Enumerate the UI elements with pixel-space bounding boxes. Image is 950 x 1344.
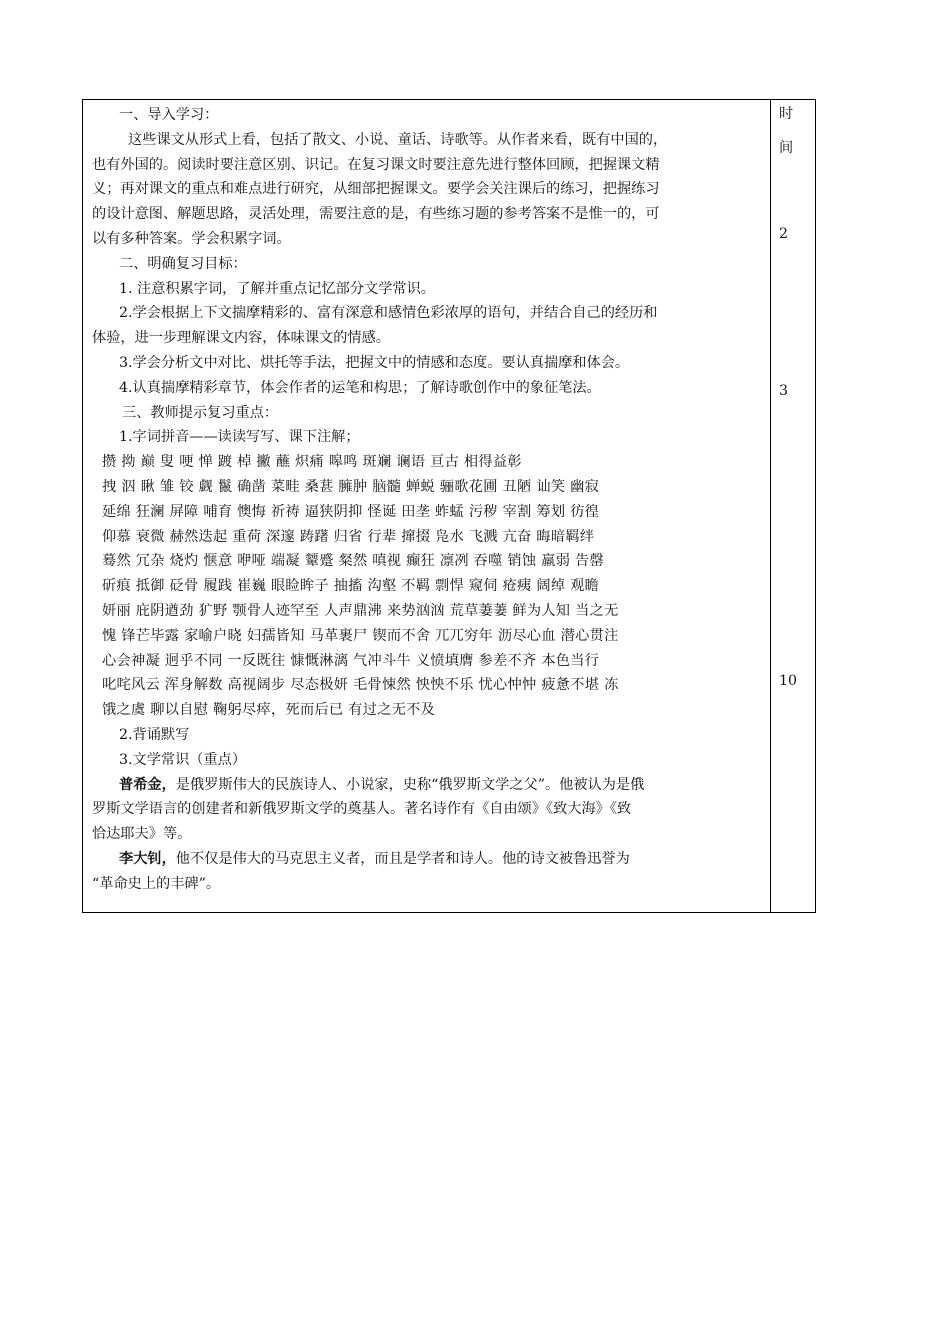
pushkin-line: 恰达耶夫》等。	[92, 826, 192, 843]
section1-line: 以有多种答案。学会积累字词。	[92, 230, 291, 247]
word-line: 愧 锋芒毕露 家喻户晓 妇孺皆知 马革裹尸 锲而不舍 兀兀穷年 沥尽心血 潜心贯注	[102, 627, 619, 644]
li-dazhao-line: “革命史上的丰碑”。	[92, 875, 221, 892]
section3-heading: 三、教师提示复习重点：	[122, 404, 279, 421]
section1-heading: 一、导入学习：	[119, 107, 219, 123]
word-line: 叱咤风云 浑身解数 高视阔步 尽态极妍 毛骨悚然 怏怏不乐 忧心忡忡 疲惫不堪 冻	[102, 677, 619, 694]
word-line: 攒 拗 巅 叟 哽 惮 踱 棹 撇 蘸 炽痛 嗥鸣 斑斓 谰语 亘古 相得益彰	[102, 454, 522, 471]
section2-line: 4.认真揣摩精彩章节，体会作者的运笔和构思；了解诗歌创作中的象征笔法。	[119, 379, 601, 396]
section3-item3: 3.文学常识（重点）	[119, 751, 247, 768]
pushkin-line: 罗斯文学语言的创建者和新俄罗斯文学的奠基人。著名诗作有《自由颂》《致大海》《致	[92, 801, 632, 818]
pushkin-text: 是俄罗斯伟大的民族诗人、小说家，史称“俄罗斯文学之父”。他被认为是俄	[175, 776, 645, 793]
section2-heading: 二、明确复习目标：	[119, 255, 247, 272]
word-line: 心会神凝 迥乎不同 一反既往 慷慨淋漓 气冲斗牛 义愤填膺 参差不齐 本色当行	[102, 652, 600, 669]
section2-line: 体验，进一步理解课文内容，体味课文的情感。	[92, 330, 390, 347]
li-dazhao-paragraph	[119, 847, 762, 872]
section2-line: 2.学会根据上下文揣摩精彩的、富有深意和感情色彩浓厚的语句，并结合自己的经历和	[119, 305, 658, 322]
lesson-table	[82, 99, 816, 913]
pushkin-paragraph	[119, 773, 762, 798]
time-column	[771, 100, 815, 912]
content-cell	[83, 100, 771, 912]
lesson-content	[83, 100, 770, 897]
time-value: 10	[779, 673, 798, 689]
word-line: 延绵 狂澜 屏障 哺育 懊悔 祈祷 逼狭阴抑 怪诞 田垄 蚱蜢 污秽 宰割 筹划 彷徨	[102, 503, 600, 520]
word-line: 仰慕 衰微 赫然迭起 重荷 深邃 踌躇 归省 行辈 撺掇 凫水 飞溅 亢奋 晦暗羁绊	[102, 528, 595, 545]
pushkin-name: 普希金，	[119, 776, 176, 793]
section2-line: 3.学会分析文中对比、烘托等手法，把握文中的情感和态度。要认真揣摩和体会。	[119, 354, 630, 371]
word-line: 蓦然 冗杂 烧灼 惬意 咿哑 端凝 颦蹙 粲然 嗔视 癫狂 凛冽 吞噬 销蚀 羸弱 告罄	[102, 553, 604, 570]
word-line: 拽 泅 瞅 雏 铰 觑 鬣 确凿 菜畦 桑葚 臃肿 脑髓 蝉蜕 骊歌花圃 丑陋 讪笑 幽寂	[102, 478, 600, 495]
section1-line: 也有外国的。阅读时要注意区别、识记。在复习课文时要注意先进行整体回顾，把握课文精	[92, 156, 660, 173]
time-value: 2	[779, 226, 789, 242]
section3-item1: 1.字词拼音——读读写写、课下注解；	[119, 429, 360, 446]
li-dazhao-name: 李大钊，	[119, 850, 176, 867]
time-label-bottom: 间	[779, 140, 794, 156]
section1-line: 这些课文从形式上看，包括了散文、小说、童话、诗歌等。从作者来看，既有中国的，	[128, 131, 668, 148]
section3-item2: 2.背诵默写	[119, 726, 190, 743]
section1-line: 义；再对课文的重点和难点进行研究，从细部把握课文。要学会关注课后的练习，把握练习	[92, 181, 660, 198]
word-line: 饿之虞 聊以自慰 鞠躬尽瘁，死而后已 有过之无不及	[102, 702, 436, 719]
li-dazhao-text: 他不仅是伟大的马克思主义者，而且是学者和诗人。他的诗文被鲁迅誉为	[175, 850, 630, 867]
word-line: 斫痕 抵御 砭骨 履践 崔巍 眼睑眸子 抽搐 沟壑 不羁 剽悍 窥伺 疮痍 阔绰 观瞻	[102, 578, 600, 595]
word-list	[102, 450, 762, 723]
section1-line: 的设计意图、解题思路，灵活处理，需要注意的是，有些练习题的参考答案不是惟一的，可	[92, 206, 660, 223]
time-label-top: 时	[779, 106, 794, 122]
word-line: 妍丽 庇阴遒劲 犷野 颚骨人迹罕至 人声鼎沸 来势汹汹 荒草萋萋 鲜为人知 当之无	[102, 602, 619, 619]
time-value: 3	[779, 383, 789, 399]
section2-line: 1. 注意积累字词，了解并重点记忆部分文学常识。	[119, 280, 435, 297]
